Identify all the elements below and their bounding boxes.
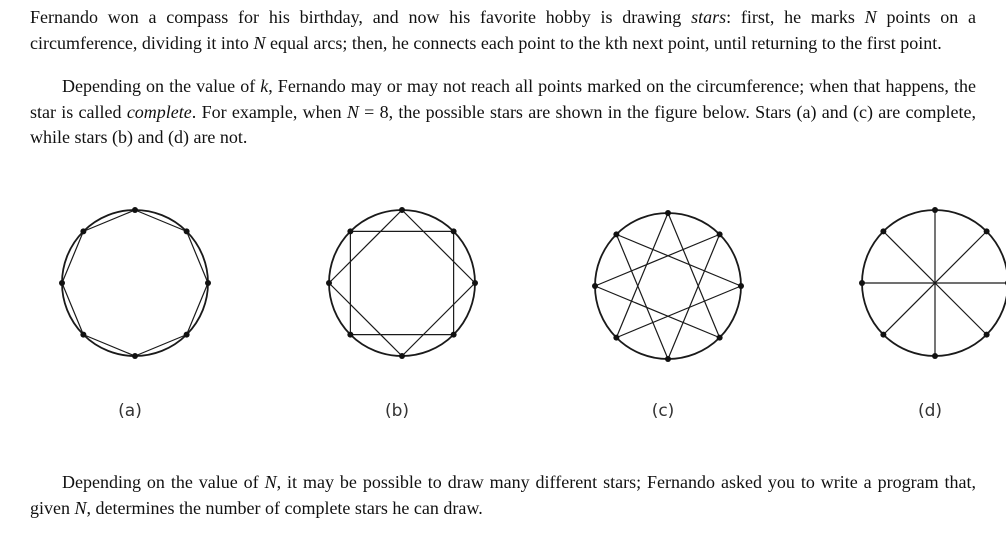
marked-point xyxy=(665,210,671,216)
marked-point xyxy=(80,228,86,234)
marked-point xyxy=(399,207,405,213)
marked-point xyxy=(184,228,190,234)
text: Depending on the value of xyxy=(62,76,261,96)
var-n: N xyxy=(264,472,277,492)
marked-point xyxy=(132,353,138,359)
chord xyxy=(135,335,187,356)
chord xyxy=(135,210,187,231)
marked-point xyxy=(132,207,138,213)
marked-point xyxy=(184,332,190,338)
text: , Fernando may or may not reach all points marked on the circumference; when that happens, the star is called xyxy=(30,76,976,122)
text: , determines the number of complete stars he can draw. xyxy=(86,497,483,518)
chord xyxy=(83,210,135,231)
marked-point xyxy=(205,280,211,286)
chord xyxy=(329,210,402,283)
chord xyxy=(187,231,208,283)
var-n: N xyxy=(346,101,359,122)
marked-point xyxy=(880,228,886,234)
star-3 xyxy=(592,210,744,362)
text: points on a circumference, dividing it into xyxy=(30,7,976,53)
marked-point xyxy=(326,280,332,286)
marked-point xyxy=(347,332,353,338)
marked-point xyxy=(932,353,938,359)
marked-point xyxy=(472,280,478,286)
var-n: N xyxy=(864,7,877,27)
star-caption: (c) xyxy=(651,401,675,421)
marked-point xyxy=(451,228,457,234)
paragraph-task xyxy=(30,470,976,521)
marked-point xyxy=(717,335,723,341)
marked-point xyxy=(665,356,671,362)
marked-point xyxy=(932,207,938,213)
marked-point xyxy=(859,280,865,286)
marked-point xyxy=(592,283,598,289)
star-2 xyxy=(326,207,478,359)
marked-point xyxy=(59,280,65,286)
text: : first, he marks xyxy=(726,7,865,27)
chord xyxy=(329,283,402,356)
chord xyxy=(402,283,475,356)
stars-group xyxy=(59,207,1006,362)
marked-point xyxy=(717,231,723,237)
marked-point xyxy=(613,231,619,237)
marked-point xyxy=(399,353,405,359)
chord xyxy=(402,210,475,283)
term-complete: complete xyxy=(126,101,192,122)
text: Fernando won a compass for his birthday, and now his favorite hobby is drawing xyxy=(30,7,692,27)
star-caption: (d) xyxy=(917,401,943,421)
chord xyxy=(83,335,135,356)
text: . For example, when xyxy=(191,101,347,122)
var-n: N xyxy=(253,32,266,53)
chord xyxy=(62,283,83,335)
marked-point xyxy=(880,332,886,338)
text: , it may be possible to draw many different stars; Fernando asked you to write a program that, given xyxy=(30,472,976,518)
marked-point xyxy=(984,332,990,338)
star-1 xyxy=(59,207,211,359)
chord xyxy=(187,283,208,335)
paragraph-intro xyxy=(30,5,976,56)
marked-point xyxy=(80,332,86,338)
marked-point xyxy=(984,228,990,234)
marked-point xyxy=(738,283,744,289)
var-n: N xyxy=(74,497,87,518)
term-stars: stars xyxy=(691,7,727,27)
marked-point xyxy=(347,228,353,234)
stars-figure xyxy=(0,195,1006,430)
text: Depending on the value of xyxy=(62,472,265,492)
star-4 xyxy=(859,207,1006,359)
var-k: k xyxy=(260,76,269,96)
paragraph-complete-definition xyxy=(30,74,976,151)
marked-point xyxy=(613,335,619,341)
text: equal arcs; then, he connects each point to the kth next point, until returning to the first point. xyxy=(265,32,942,53)
chord xyxy=(62,231,83,283)
marked-point xyxy=(451,332,457,338)
star-caption: (a) xyxy=(118,401,142,421)
text: = 8, the possible stars are shown in the figure below. Stars (a) and (c) are complete, while stars (b) and (d) are not. xyxy=(30,101,976,147)
star-caption: (b) xyxy=(384,401,410,421)
